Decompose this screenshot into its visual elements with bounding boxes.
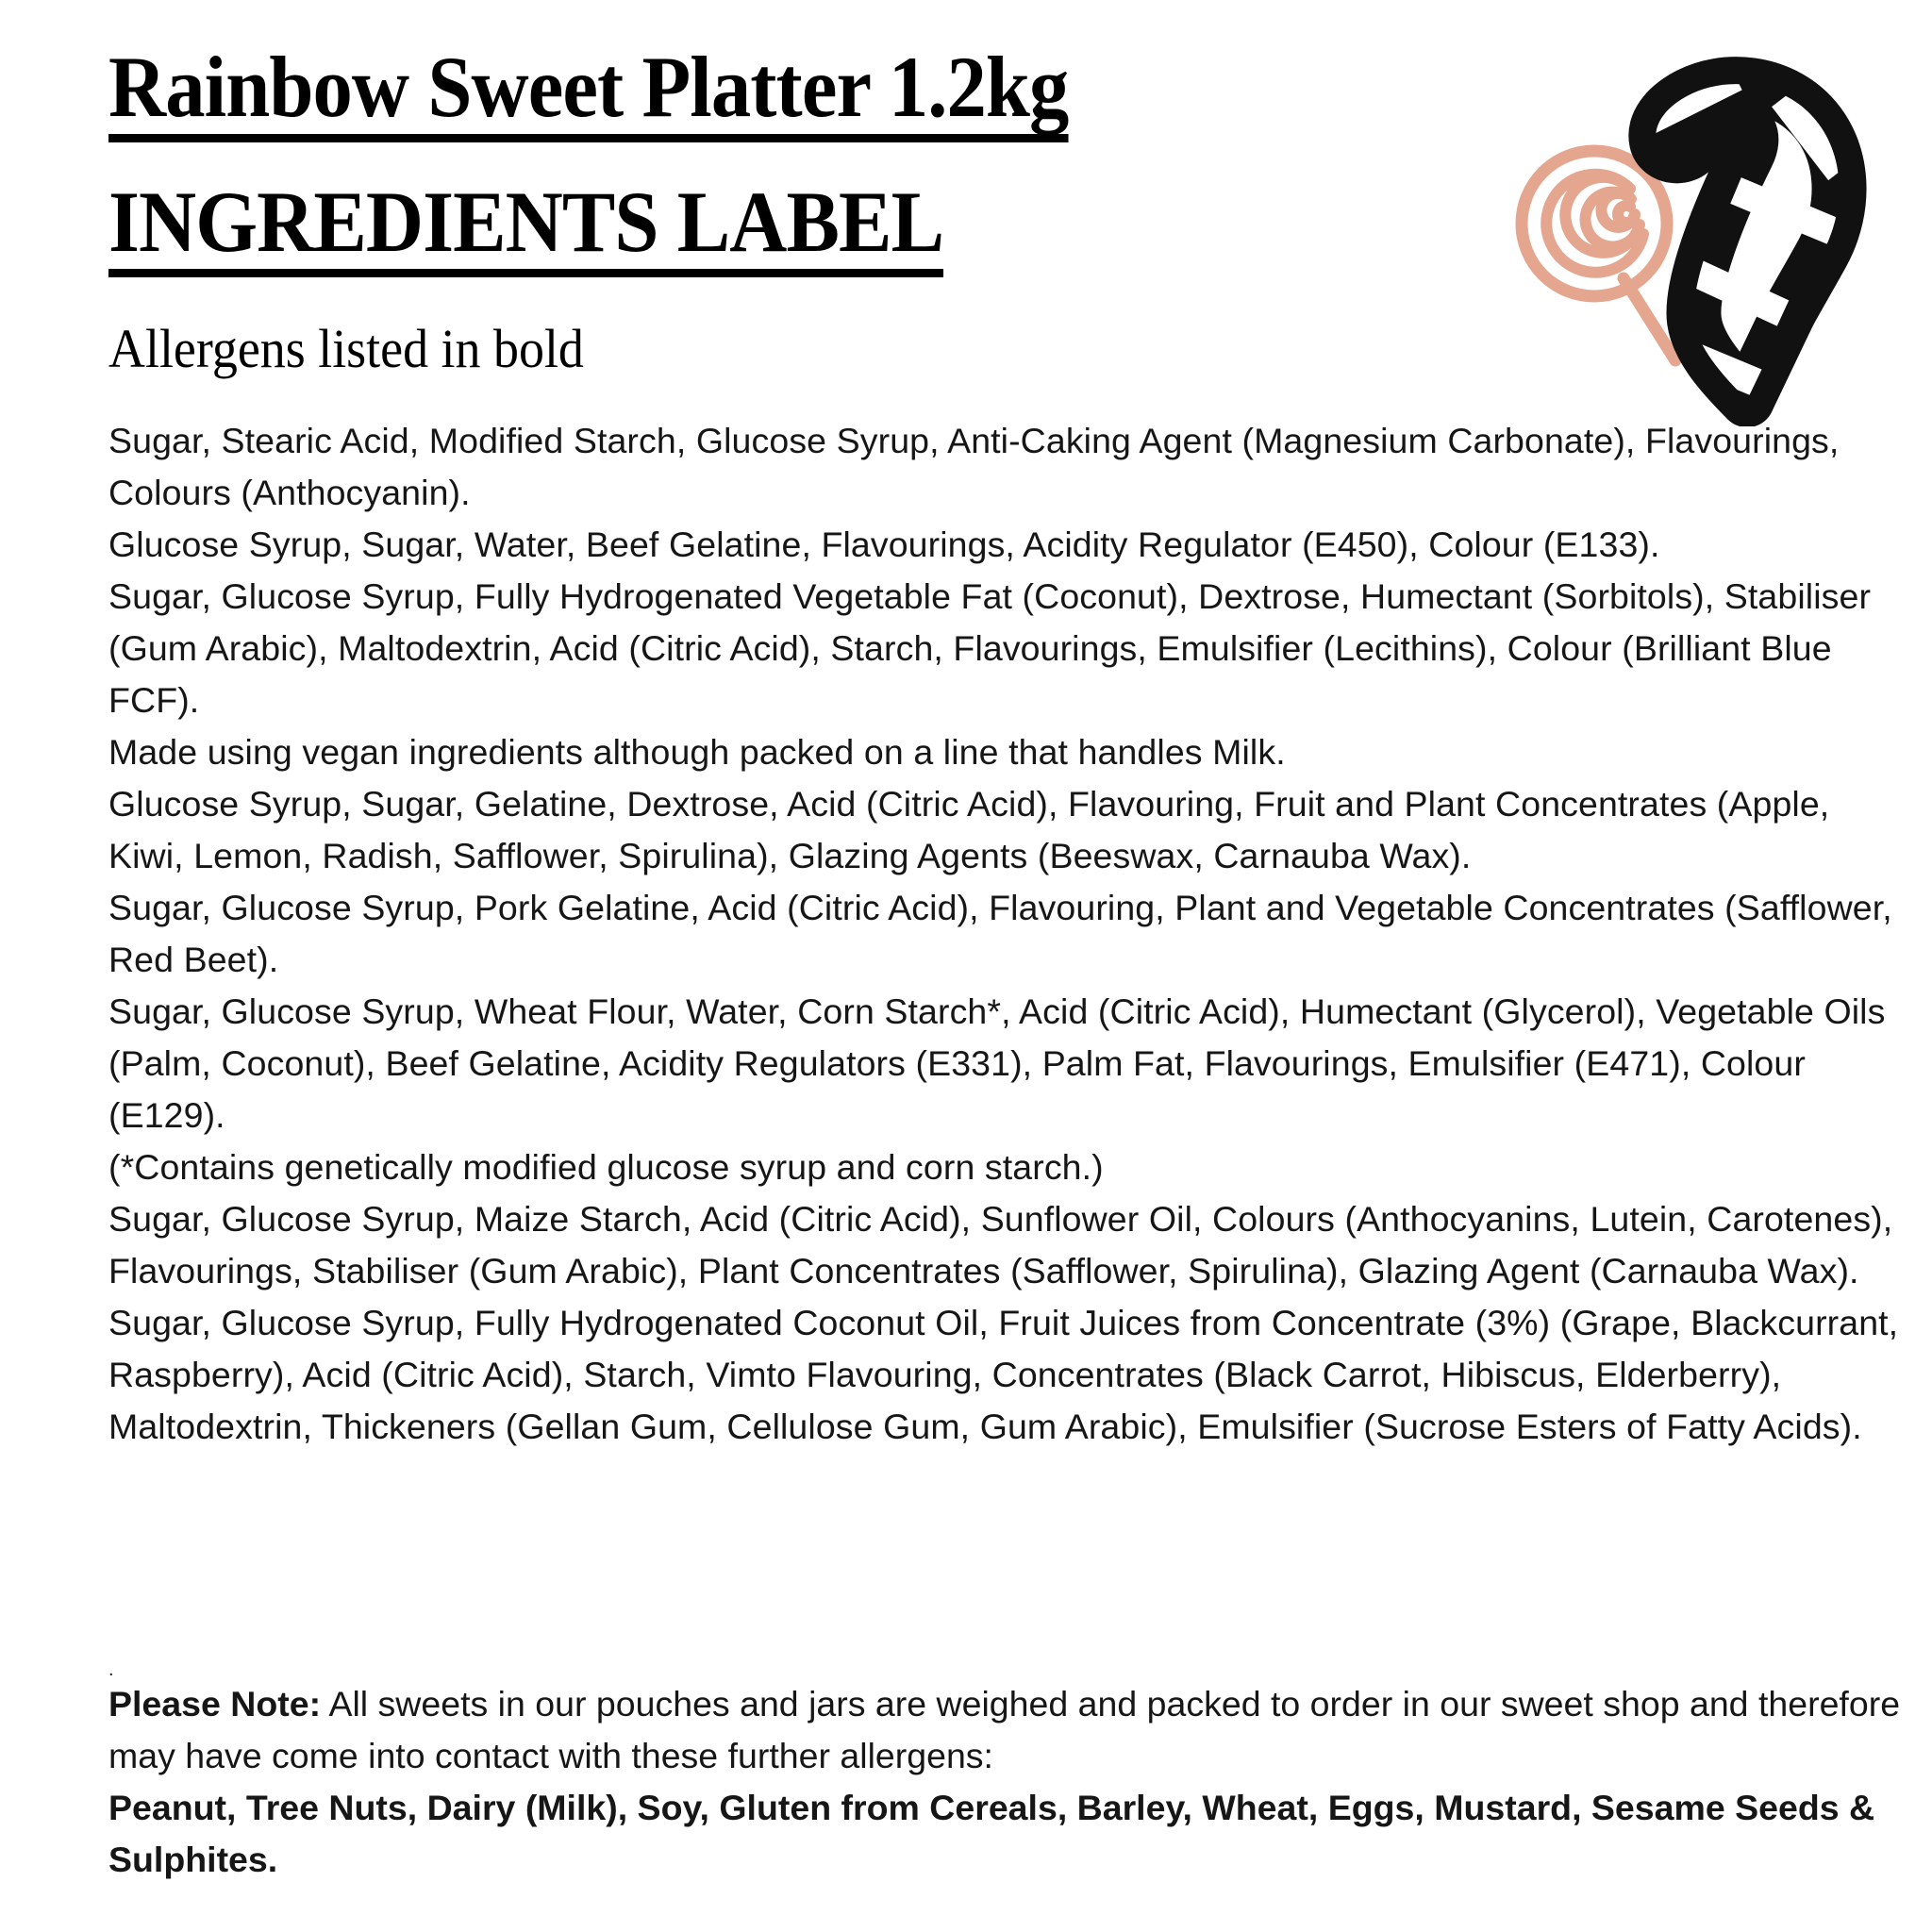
ingredients-body <box>108 415 1901 1453</box>
please-note-body: All sweets in our pouches and jars are weighed and packed to order in our sweet shop and therefore may have come into contact with these further allergens: <box>108 1684 1901 1775</box>
ingredient-paragraph: Sugar, Stearic Acid, Modified Starch, Glucose Syrup, Anti-Caking Agent (Magnesium Carbonate), Flavourings, Colours (Anthocyanin). <box>108 421 1840 512</box>
page-header <box>108 39 1486 379</box>
ingredient-paragraph: Made using vegan ingredients although packed on a line that handles Milk. <box>108 732 1286 772</box>
page-title-product: Rainbow Sweet Platter 1.2kg <box>108 43 1068 142</box>
please-note-label: Please Note: <box>108 1684 322 1724</box>
lollipop-icon <box>1522 151 1675 360</box>
candy-cane-icon <box>1620 75 1845 417</box>
please-note-paragraph <box>108 1678 1901 1782</box>
ingredient-paragraph: Sugar, Glucose Syrup, Pork Gelatine, Acid (Citric Acid), Flavouring, Plant and Vegetable Concentrates (Safflower, Red Beet). <box>108 888 1892 979</box>
further-allergens-list: Peanut, Tree Nuts, Dairy (Milk), Soy, Gluten from Cereals, Barley, Wheat, Eggs, Mustard, Sesame Seeds & Sulphites. <box>108 1788 1875 1879</box>
stray-dot-mark: . <box>108 1659 114 1680</box>
ingredient-paragraph: Sugar, Glucose Syrup, Wheat Flour, Water, Corn Starch*, Acid (Citric Acid), Humectant (Glycerol), Vegetable Oils (Palm, Coconut), Beef Gelatine, Acidity Regulators (E331), Palm Fat, Flavourings, Emulsifier (E471), Colour (E129). <box>108 991 1886 1135</box>
page-title-label: INGREDIENTS LABEL <box>108 178 943 277</box>
ingredient-paragraph: Glucose Syrup, Sugar, Water, Beef Gelatine, Flavourings, Acidity Regulator (E450), Colour (E133). <box>108 525 1660 564</box>
allergen-notice-subtitle: Allergens listed in bold <box>108 318 584 379</box>
footer-note <box>108 1659 1901 1886</box>
ingredient-paragraph: Sugar, Glucose Syrup, Fully Hydrogenated Coconut Oil, Fruit Juices from Concentrate (3%) (Grape, Blackcurrant, Raspberry), Acid (Citric Acid), Starch, Vimto Flavouring, Concentrates (Black Carrot, Hibiscus, Elderberry), Maltodextrin, Thickeners (Gellan Gum, Cellulose Gum, Gum Arabic), Emulsifier (Sucrose Esters of Fatty Acids). <box>108 1303 1899 1446</box>
ingredient-paragraph: (*Contains genetically modified glucose syrup and corn starch.) <box>108 1147 1104 1187</box>
ingredient-paragraph: Sugar, Glucose Syrup, Fully Hydrogenated Vegetable Fat (Coconut), Dextrose, Humectant (Sorbitols), Stabiliser (Gum Arabic), Maltodextrin, Acid (Citric Acid), Starch, Flavourings, Emulsifier (Lecithins), Colour (Brilliant Blue FCF). <box>108 576 1872 720</box>
ingredient-paragraph: Sugar, Glucose Syrup, Maize Starch, Acid (Citric Acid), Sunflower Oil, Colours (Anthocyanins, Lutein, Carotenes), Flavourings, Stabiliser (Gum Arabic), Plant Concentrates (Safflower, Spirulina), Glazing Agent (Carnauba Wax). <box>108 1199 1893 1291</box>
ingredient-paragraph: Glucose Syrup, Sugar, Gelatine, Dextrose, Acid (Citric Acid), Flavouring, Fruit and Plant Concentrates (Apple, Kiwi, Lemon, Radish, Safflower, Spirulina), Glazing Agents (Beeswax, Carnauba Wax). <box>108 784 1830 875</box>
candy-artwork <box>1500 49 1887 426</box>
